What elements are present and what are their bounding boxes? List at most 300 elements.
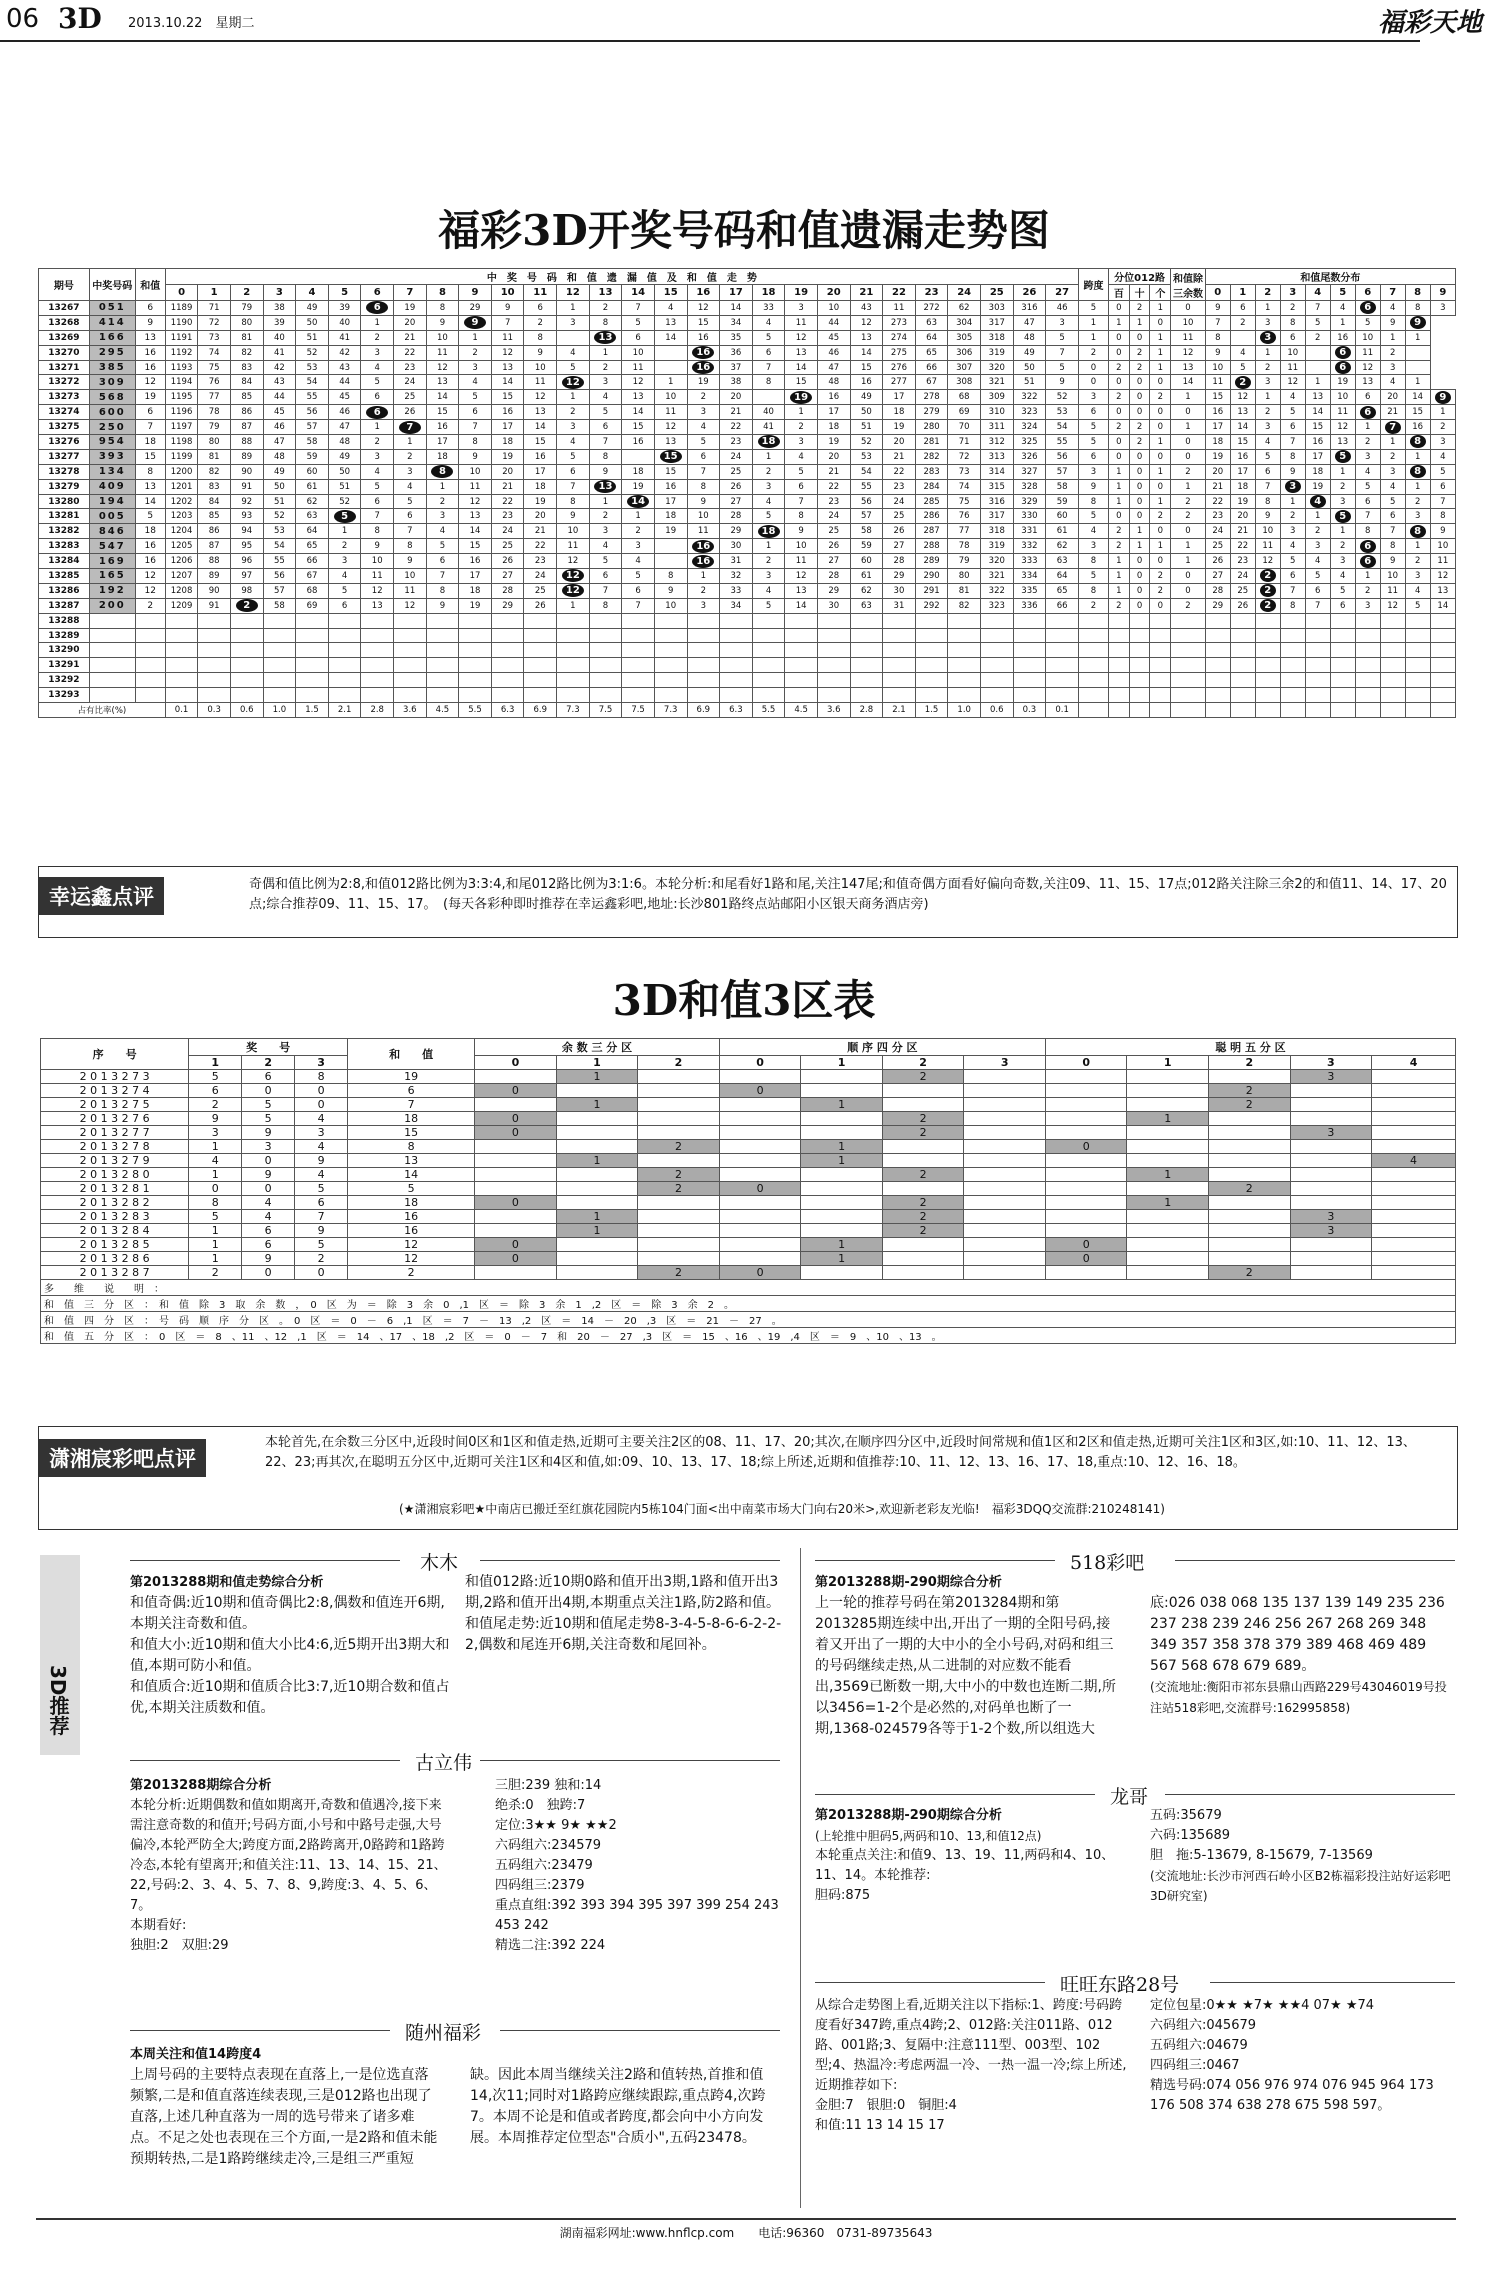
empty-cell <box>557 688 590 703</box>
tail-cell <box>1405 524 1430 539</box>
rem-cell: 1 <box>1171 479 1206 494</box>
empty-cell <box>720 658 753 673</box>
omission-cell: 42 <box>263 360 296 375</box>
omission-cell: 8 <box>524 330 557 345</box>
para: 和值012路:近10期0路和值开出3期,1路和值开出3期,2路和值开出4期,本期重点关注1路,防2路和值。 <box>465 1574 780 1611</box>
zone-award: 0 <box>242 1266 295 1280</box>
omission-cell: 291 <box>915 583 948 598</box>
omission-cell: 59 <box>850 539 883 554</box>
omission-cell: 9 <box>687 494 720 509</box>
omission-cell: 20 <box>883 435 916 450</box>
zone-cell <box>882 1084 964 1098</box>
tail-cell: 15 <box>1305 420 1330 435</box>
omission-cell: 67 <box>296 569 329 584</box>
zone-seq: 2 0 1 3 2 7 5 <box>41 1098 189 1112</box>
empty-cell <box>524 613 557 628</box>
zone-award-col: 2 <box>242 1056 295 1070</box>
ratio-cell: 0.6 <box>230 703 263 718</box>
tail-cell: 2 <box>1430 420 1455 435</box>
zone-seq: 2 0 1 3 2 8 6 <box>41 1252 189 1266</box>
omission-cell: 2 <box>752 464 785 479</box>
omission-cell <box>328 509 361 524</box>
issue-cell: 13272 <box>39 375 90 390</box>
omission-cell: 36 <box>720 345 753 360</box>
empty-cell <box>361 628 394 643</box>
para: 独胆:2 双胆:29 <box>130 1938 229 1953</box>
para: 六码组六:045679 <box>1150 2018 1257 2033</box>
omission-cell: 24 <box>720 449 753 464</box>
omission-cell: 26 <box>720 479 753 494</box>
zone-cell <box>719 1238 801 1252</box>
issue-cell: 13285 <box>39 569 90 584</box>
tail-ball: 6 <box>1360 301 1376 314</box>
zone-cell <box>1209 1238 1291 1252</box>
empty-cell <box>1079 703 1109 718</box>
empty-cell <box>622 658 655 673</box>
tail-ball: 2 <box>1260 599 1276 612</box>
omission-cell: 46 <box>263 420 296 435</box>
omission-cell: 23 <box>817 494 850 509</box>
omission-cell: 14 <box>785 598 818 613</box>
tail-cell: 3 <box>1305 539 1330 554</box>
article-gu-2 <box>495 1776 785 1956</box>
tail-cell <box>1230 330 1255 345</box>
omission-cell: 1206 <box>165 554 198 569</box>
empty-cell <box>622 613 655 628</box>
omission-cell: 12 <box>524 390 557 405</box>
omission-cell: 1209 <box>165 598 198 613</box>
omission-cell: 10 <box>654 390 687 405</box>
ratio-cell: 7.5 <box>589 703 622 718</box>
empty-cell <box>1046 643 1079 658</box>
empty-cell <box>1430 673 1455 688</box>
empty-cell <box>230 658 263 673</box>
tail-cell <box>1230 375 1255 390</box>
tail-cell: 5 <box>1355 315 1380 330</box>
empty-cell <box>817 613 850 628</box>
omission-cell: 9 <box>426 315 459 330</box>
zone-cell <box>638 1238 720 1252</box>
col-sum-24: 24 <box>948 285 981 301</box>
omission-cell: 53 <box>850 449 883 464</box>
zone-cell <box>1372 1252 1456 1266</box>
omission-cell: 51 <box>1013 375 1046 390</box>
omission-cell: 329 <box>1013 494 1046 509</box>
comment-badge: 幸运鑫点评 <box>39 877 164 915</box>
omission-cell: 58 <box>850 524 883 539</box>
omission-cell: 28 <box>491 583 524 598</box>
empty-cell <box>1255 628 1280 643</box>
empty-cell <box>1380 703 1405 718</box>
zone-cell <box>964 1238 1046 1252</box>
zone-z5-col: 4 <box>1372 1056 1456 1070</box>
zone-award-col: 1 <box>189 1056 242 1070</box>
empty-cell <box>1355 673 1380 688</box>
empty-cell <box>1280 628 1305 643</box>
route-cell: 0 <box>1129 479 1150 494</box>
trend-row <box>39 509 1456 524</box>
omission-cell: 12 <box>622 375 655 390</box>
omission-cell: 49 <box>1013 345 1046 360</box>
col-sum-23: 23 <box>915 285 948 301</box>
zone-cell <box>1290 1238 1372 1252</box>
tail-cell: 22 <box>1230 539 1255 554</box>
empty-cell <box>1150 613 1171 628</box>
omission-cell: 285 <box>915 494 948 509</box>
tail-ball: 9 <box>1410 316 1426 329</box>
omission-cell: 67 <box>915 375 948 390</box>
zone-cell <box>1372 1196 1456 1210</box>
zone-col-seq: 序 号 <box>41 1039 189 1070</box>
omission-cell: 1207 <box>165 569 198 584</box>
tail-cell: 23 <box>1205 509 1230 524</box>
zone-cell <box>475 1266 557 1280</box>
empty-cell <box>1405 658 1430 673</box>
zone-cell <box>638 1112 720 1126</box>
omission-cell: 22 <box>720 420 753 435</box>
tail-ball: 8 <box>1410 525 1426 538</box>
empty-cell <box>687 673 720 688</box>
omission-cell: 321 <box>980 375 1013 390</box>
tail-cell: 4 <box>1380 479 1405 494</box>
zone-award: 4 <box>189 1154 242 1168</box>
omission-cell: 274 <box>883 330 916 345</box>
zone-cell <box>1209 1126 1291 1140</box>
para: 从综合走势图上看,近期关注以下指标:1、跨度:号码跨度看好347跨,重点4跨;2、012路:关注011路、012路、001路;3、复隔中:注意111型、003型、102型;4、热温冷:考虑两温一冷、一热一温一冷;综上所述,近期推荐如下: <box>815 1998 1127 2093</box>
tail-cell: 5 <box>1355 479 1380 494</box>
col-sum-5: 5 <box>328 285 361 301</box>
tail-cell: 19 <box>1205 449 1230 464</box>
omission-cell: 276 <box>883 360 916 375</box>
omission-cell: 19 <box>394 301 427 316</box>
zone-cell <box>556 1140 638 1154</box>
omission-cell: 45 <box>328 390 361 405</box>
number-cell: 250 <box>89 420 135 435</box>
empty-cell <box>1108 643 1129 658</box>
omission-cell: 8 <box>589 315 622 330</box>
route-cell: 1 <box>1108 554 1129 569</box>
zone-seq: 2 0 1 3 2 8 5 <box>41 1238 189 1252</box>
col-kua: 跨度 <box>1079 269 1109 301</box>
omission-cell: 6 <box>622 330 655 345</box>
tail-cell: 26 <box>1230 598 1255 613</box>
omission-cell: 10 <box>394 569 427 584</box>
omission-cell: 14 <box>491 375 524 390</box>
tail-cell: 23 <box>1230 554 1255 569</box>
tail-cell: 14 <box>1230 420 1255 435</box>
sum-ball: 5 <box>334 510 356 523</box>
ratio-cell: 2.8 <box>361 703 394 718</box>
col-sum-3: 3 <box>263 285 296 301</box>
rem-cell: 0 <box>1150 315 1171 330</box>
zone-cell <box>475 1070 557 1084</box>
empty-cell <box>850 628 883 643</box>
omission-cell: 71 <box>948 435 981 450</box>
omission-cell: 73 <box>948 464 981 479</box>
zone-award: 0 <box>242 1154 295 1168</box>
route-cell: 2 <box>1108 539 1129 554</box>
zone-award: 0 <box>295 1084 348 1098</box>
empty-cell <box>263 673 296 688</box>
tail-cell: 2 <box>1380 449 1405 464</box>
tail-cell: 4 <box>1405 583 1430 598</box>
zone-cell <box>719 1154 801 1168</box>
empty-cell <box>850 673 883 688</box>
tail-cell: 1 <box>1405 375 1430 390</box>
route-cell: 2 <box>1129 435 1150 450</box>
empty-cell <box>1129 628 1150 643</box>
omission-cell: 21 <box>491 479 524 494</box>
zone-col-award: 奖 号 <box>189 1039 348 1056</box>
empty-cell <box>1230 673 1255 688</box>
zone-cell <box>964 1140 1046 1154</box>
tail-cell: 5 <box>1430 464 1455 479</box>
zone-award: 4 <box>242 1210 295 1224</box>
omission-cell: 320 <box>980 554 1013 569</box>
omission-cell: 17 <box>654 494 687 509</box>
col-sum-10: 10 <box>491 285 524 301</box>
zone-cell: 2 <box>882 1224 964 1238</box>
empty-cell <box>557 613 590 628</box>
omission-cell: 5 <box>328 583 361 598</box>
zone-cell <box>556 1126 638 1140</box>
tail-cell: 10 <box>1380 569 1405 584</box>
omission-cell: 74 <box>948 479 981 494</box>
zone-note: 和 值 四 分 区 ： 号 码 顺 序 分 区 。 0 区 ＝ 0 － 6 ,1 区 ＝ 7 － 13 ,2 区 ＝ 14 － 20 ,3 区 ＝ 21 － 27 。 <box>41 1312 1456 1328</box>
empty-cell <box>785 628 818 643</box>
number-cell: 295 <box>89 345 135 360</box>
omission-cell: 7 <box>426 569 459 584</box>
tail-cell: 6 <box>1355 390 1380 405</box>
tail-ball: 3 <box>1260 331 1276 344</box>
zone-note-row <box>41 1328 1456 1344</box>
zone-award: 4 <box>295 1140 348 1154</box>
para: 胆码:875 <box>815 1888 871 1903</box>
col-sum-8: 8 <box>426 285 459 301</box>
empty-cell <box>1380 628 1405 643</box>
omission-cell: 7 <box>394 524 427 539</box>
empty-cell <box>1430 688 1455 703</box>
tail-cell: 2 <box>1380 345 1405 360</box>
zone-cell <box>964 1070 1046 1084</box>
tail-cell: 6 <box>1280 330 1305 345</box>
empty-cell <box>622 688 655 703</box>
empty-cell <box>1330 703 1355 718</box>
empty-cell <box>589 658 622 673</box>
tail-cell: 9 <box>1430 524 1455 539</box>
omission-cell: 6 <box>752 345 785 360</box>
empty-cell <box>1046 658 1079 673</box>
omission-cell: 26 <box>817 539 850 554</box>
sum-cell: 13 <box>135 330 165 345</box>
zone-sum: 8 <box>348 1140 475 1154</box>
omission-cell: 50 <box>263 479 296 494</box>
tail-cell: 2 <box>1355 435 1380 450</box>
zone-award: 0 <box>295 1098 348 1112</box>
omission-cell: 1 <box>752 539 785 554</box>
trend-row <box>39 420 1456 435</box>
empty-cell <box>687 643 720 658</box>
empty-cell <box>328 613 361 628</box>
empty-cell <box>883 613 916 628</box>
tail-cell: 18 <box>1205 435 1230 450</box>
zone-cell <box>1290 1084 1372 1098</box>
zone-cell <box>1290 1266 1372 1280</box>
omission-cell: 15 <box>654 464 687 479</box>
omission-cell: 1200 <box>165 464 198 479</box>
empty-cell <box>524 673 557 688</box>
tail-cell: 6 <box>1355 494 1380 509</box>
empty-cell <box>1079 628 1109 643</box>
tail-cell: 7 <box>1305 598 1330 613</box>
col-sum-14: 14 <box>622 285 655 301</box>
issue-cell: 13274 <box>39 405 90 420</box>
zone-cell: 1 <box>556 1224 638 1238</box>
omission-cell: 5 <box>622 315 655 330</box>
omission-cell: 9 <box>589 464 622 479</box>
zone-award: 2 <box>189 1098 242 1112</box>
omission-cell: 12 <box>491 345 524 360</box>
tail-cell: 25 <box>1205 539 1230 554</box>
tail-ball: 4 <box>1310 495 1326 508</box>
sum-ball: 6 <box>366 406 388 419</box>
zone-col-sum: 和 值 <box>348 1039 475 1070</box>
empty-cell <box>1150 688 1171 703</box>
omission-cell: 79 <box>948 554 981 569</box>
col-pos-0: 百 <box>1108 285 1129 301</box>
omission-cell: 316 <box>1013 301 1046 316</box>
empty-cell <box>296 673 329 688</box>
omission-cell: 20 <box>720 390 753 405</box>
omission-cell: 13 <box>459 509 492 524</box>
zone-row <box>41 1238 1456 1252</box>
route-cell: 0 <box>1129 464 1150 479</box>
issue-cell: 13282 <box>39 524 90 539</box>
zone-cell: 1 <box>801 1252 883 1266</box>
empty-cell <box>1108 628 1129 643</box>
zone-cell <box>1127 1084 1209 1098</box>
col-pos-1: 十 <box>1129 285 1150 301</box>
omission-cell: 43 <box>328 360 361 375</box>
tail-cell: 12 <box>1280 375 1305 390</box>
route-cell: 0 <box>1108 375 1129 390</box>
zone-cell <box>719 1210 801 1224</box>
omission-cell: 1 <box>785 405 818 420</box>
kua-cell: 3 <box>1079 539 1109 554</box>
omission-cell: 327 <box>1013 464 1046 479</box>
omission-cell: 30 <box>883 583 916 598</box>
omission-cell: 89 <box>230 449 263 464</box>
zone-cell <box>1127 1070 1209 1084</box>
issue-cell: 13273 <box>39 390 90 405</box>
empty-cell <box>263 658 296 673</box>
omission-cell: 49 <box>850 390 883 405</box>
empty-cell <box>622 628 655 643</box>
omission-cell: 25 <box>524 583 557 598</box>
empty-cell <box>752 673 785 688</box>
omission-cell: 7 <box>622 301 655 316</box>
omission-cell: 10 <box>426 330 459 345</box>
tail-cell: 2 <box>1255 405 1280 420</box>
sum-ball: 2 <box>236 599 258 612</box>
issue-cell: 13268 <box>39 315 90 330</box>
zone-cell <box>719 1112 801 1126</box>
empty-cell <box>785 613 818 628</box>
zone-cell <box>719 1070 801 1084</box>
empty-cell <box>524 643 557 658</box>
ratio-cell: 3.6 <box>817 703 850 718</box>
zone-cell <box>964 1210 1046 1224</box>
zone-sum: 15 <box>348 1126 475 1140</box>
ratio-cell: 6.3 <box>720 703 753 718</box>
omission-cell: 11 <box>622 360 655 375</box>
rem-cell: 0 <box>1171 301 1206 316</box>
zone-cell <box>801 1196 883 1210</box>
omission-cell: 53 <box>1046 405 1079 420</box>
empty-cell <box>1355 613 1380 628</box>
omission-cell: 47 <box>817 360 850 375</box>
para: 和值大小:近10期和值大小比4:6,近5期开出3期大和值,本期可防小和值。 <box>130 1637 450 1674</box>
zone-cell: 3 <box>1290 1070 1372 1084</box>
empty-cell <box>426 673 459 688</box>
zone-cell: 0 <box>475 1252 557 1266</box>
empty-cell <box>654 643 687 658</box>
omission-cell: 84 <box>230 375 263 390</box>
col-sum-25: 25 <box>980 285 1013 301</box>
empty-cell <box>230 688 263 703</box>
omission-cell: 1199 <box>165 449 198 464</box>
empty-cell <box>296 613 329 628</box>
zone-cell: 0 <box>475 1084 557 1098</box>
empty-cell <box>915 658 948 673</box>
omission-cell: 39 <box>328 301 361 316</box>
col-tail-0: 0 <box>1205 285 1230 301</box>
tail-cell: 12 <box>1330 420 1355 435</box>
zone-seq: 2 0 1 3 2 8 4 <box>41 1224 189 1238</box>
omission-cell: 61 <box>1046 524 1079 539</box>
empty-cell <box>198 613 231 628</box>
omission-cell: 38 <box>263 301 296 316</box>
zone-award: 6 <box>242 1238 295 1252</box>
tail-cell: 28 <box>1205 583 1230 598</box>
empty-cell <box>948 673 981 688</box>
empty-cell <box>850 658 883 673</box>
zone-cell <box>882 1252 964 1266</box>
zone-award: 9 <box>242 1126 295 1140</box>
tail-cell: 3 <box>1430 435 1455 450</box>
omission-cell: 91 <box>198 598 231 613</box>
zone-award: 9 <box>295 1224 348 1238</box>
zone-cell <box>638 1252 720 1266</box>
zone-z5-col: 2 <box>1209 1056 1291 1070</box>
omission-cell: 85 <box>230 390 263 405</box>
empty-cell <box>883 643 916 658</box>
tail-cell: 27 <box>1205 569 1230 584</box>
empty-cell <box>687 688 720 703</box>
omission-cell: 13 <box>491 360 524 375</box>
omission-cell: 66 <box>296 554 329 569</box>
zone-award: 6 <box>242 1070 295 1084</box>
para: 本期看好: <box>130 1918 187 1933</box>
zone-award: 5 <box>242 1112 295 1126</box>
zone-cell: 1 <box>556 1070 638 1084</box>
omission-cell: 24 <box>491 524 524 539</box>
number-cell: 166 <box>89 330 135 345</box>
omission-cell: 17 <box>426 435 459 450</box>
empty-cell <box>850 688 883 703</box>
omission-cell: 44 <box>817 315 850 330</box>
empty-cell <box>589 613 622 628</box>
